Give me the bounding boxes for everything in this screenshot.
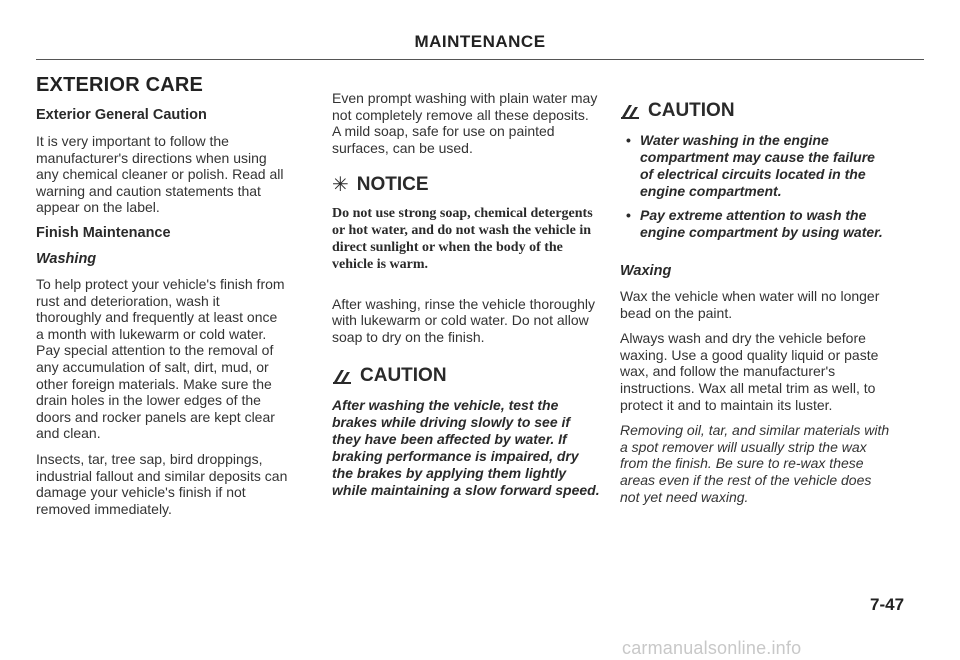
washing-heading: Washing — [36, 250, 97, 267]
exterior-caution-paragraph: It is very important to follow the manufacturer's directions when using any chemical cleaner or polish. Read all warning and caution statements that appear on the label. — [36, 133, 284, 216]
prompt-washing-paragraph: Even prompt washing with plain water may not completely remove all these deposits. A mild soap, safe for use on painted surfaces, can be used. — [332, 90, 598, 156]
waxing-paragraph-3: Removing oil, tar, and similar materials with a spot remover will usually strip the wax from the finish. Be sure to re-wax these areas even if the rest of the vehicle does not yet need waxing. — [620, 422, 890, 505]
caution-heading — [332, 365, 600, 387]
washing-paragraph-1: To help protect your vehicle's finish from rust and deterioration, wash it thoroughly and frequently at least once a month with lukewarm or cold water. Pay special attention to the removal of any accumulation of salt, dirt, mud, or other foreign materials. Make sure the drain holes in the lower edges of the doors and rocker panels are kept clear and clean. — [36, 275, 285, 442]
notice-title: NOTICE — [356, 174, 429, 196]
caution-title: CAUTION — [360, 365, 447, 387]
page-number: 7-47 — [870, 595, 905, 614]
caution-text: After washing the vehicle, test the brakes while driving slowly to see if they have been affected by water. If braking performance is impaired, dry the brakes by applying them lightly while maintaining a slow forward speed. — [332, 397, 600, 499]
watermark: carmanualsonline.info — [622, 638, 802, 658]
washing-paragraph-2: Insects, tar, tree sap, bird droppings, industrial fallout and similar deposits can damage your vehicle's finish if not removed immediately. — [36, 450, 288, 517]
header-divider — [36, 59, 924, 60]
page-header: MAINTENANCE — [414, 32, 546, 51]
asterisk-icon: ✳ — [332, 174, 349, 197]
rinse-paragraph: After washing, rinse the vehicle thoroughly with lukewarm or cold water. Do not allow soap to dry on the finish. — [332, 295, 596, 345]
finish-maintenance-heading: Finish Maintenance — [36, 224, 171, 241]
caution-list — [620, 132, 890, 241]
waxing-heading: Waxing — [620, 263, 672, 279]
column-middle — [332, 90, 600, 499]
caution-icon — [332, 367, 352, 385]
column-right — [620, 100, 890, 514]
caution-title: CAUTION — [648, 100, 735, 121]
waxing-paragraph-1: Wax the vehicle when water will no longer bead on the paint. — [620, 288, 880, 321]
exterior-caution-heading: Exterior General Caution — [36, 107, 207, 123]
notice-heading — [332, 174, 600, 196]
caution-heading — [620, 100, 890, 122]
notice-text: Do not use strong soap, chemical detergents or hot water, and do not wash the vehicle in direct sunlight or when the body of the vehicle is warm. — [332, 206, 593, 272]
caution-item: • Water washing in the engine compartment may cause the failure of electrical circuits located in the engine compartment. — [620, 132, 890, 200]
caution-icon — [620, 102, 640, 120]
section-title: EXTERIOR CARE — [36, 74, 204, 96]
waxing-paragraph-2: Always wash and dry the vehicle before waxing. Use a good quality liquid or paste wax, and follow the manufacturer's instructions. Wax all metal trim as well, to protect it and to maintain its luster. — [620, 330, 879, 413]
caution-item: • Pay extreme attention to wash the engine compartment by using water. — [620, 207, 890, 241]
column-left — [36, 74, 288, 526]
